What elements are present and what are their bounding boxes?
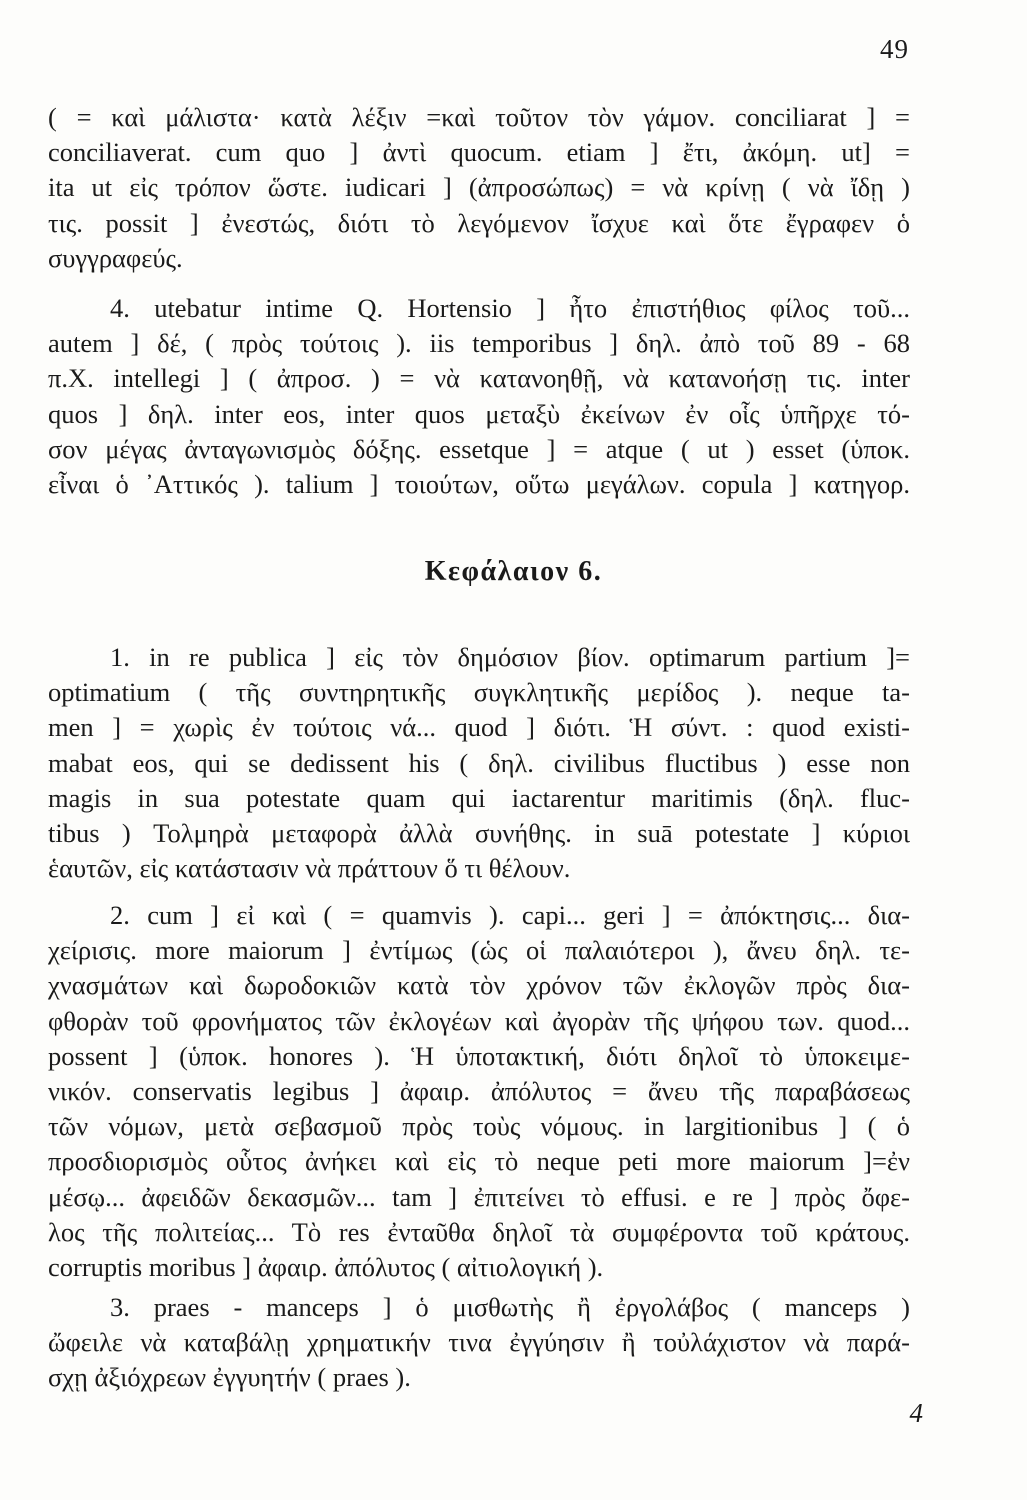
text-line: tibus ) Τολμηρὰ μεταφορὰ ἀλλὰ συνήθης. in suā potestate ] κύριοι bbox=[48, 818, 910, 849]
text-line: π.Χ. intellegi ] ( ἀπροσ. ) = νὰ κατανοηθῇ, νὰ κατανοήσῃ τις. inter bbox=[48, 363, 910, 394]
text-line: quos ] δηλ. inter eos, inter quos μεταξὺ ἐκείνων ἐν οἷς ὑπῆρχε τό- bbox=[48, 398, 910, 429]
text-line: νικόν. conservatis legibus ] ἀφαιρ. ἀπόλυτος = ἄνευ τῆς παραβάσεως bbox=[48, 1076, 910, 1107]
paragraph-1 bbox=[48, 100, 910, 276]
text-line: optimatium ( τῆς συντηρητικῆς συγκλητικῆς μερίδος ). neque ta- bbox=[48, 677, 910, 708]
page-number: 49 bbox=[880, 34, 909, 64]
text-line: χνασμάτων καὶ δωροδοκιῶν κατὰ τὸν χρόνον τῶν ἐκλογῶν πρὸς δια- bbox=[48, 970, 910, 1001]
text-line: 1. in re publica ] εἰς τὸν δημόσιον βίον. optimarum partium ]= bbox=[110, 642, 910, 672]
text-line: possent ] (ὑποκ. honores ). Ἡ ὑποτακτική, διότι δηλοῖ τὸ ὑποκειμε- bbox=[48, 1040, 910, 1071]
text-line: 4. utebatur intime Q. Hortensio ] ἦτο ἐπιστήθιος φίλος τοῦ... bbox=[110, 293, 910, 323]
text-line: conciliaverat. cum quo ] ἀντὶ quocum. etiam ] ἔτι, ἀκόμη. ut] = bbox=[48, 137, 910, 168]
text-line: λος τῆς πολιτείας... Τὸ res ἐνταῦθα δηλοῖ τὰ συμφέροντα τοῦ κράτους. bbox=[48, 1216, 910, 1247]
text-line: προσδιορισμὸς οὗτος ἀνήκει καὶ εἰς τὸ neque peti more maiorum ]=ἐν bbox=[48, 1146, 910, 1177]
text-line: μέσῳ... ἀφειδῶν δεκασμῶν... tam ] ἐπιτείνει τὸ effusi. e re ] πρὸς ὄφε- bbox=[48, 1181, 910, 1212]
chapter-heading: Κεφάλαιον 6. bbox=[424, 556, 603, 587]
text-line: τις. possit ] ἐνεστώς, διότι τὸ λεγόμενον ἴσχυε καὶ ὅτε ἔγραφεν ὁ bbox=[48, 207, 910, 238]
text-line: τῶν νόμων, μετὰ σεβασμοῦ πρὸς τοὺς νόμους. in largitionibus ] ( ὁ bbox=[48, 1111, 910, 1142]
text-line: mabat eos, qui se dedissent his ( δηλ. civilibus fluctibus ) esse non bbox=[48, 747, 910, 778]
text-line: συγγραφεύς. bbox=[48, 242, 183, 273]
text-line: χείρισις. more maiorum ] ἐντίμως (ὡς οἱ παλαιότεροι ), ἄνευ δηλ. τε- bbox=[48, 935, 910, 966]
text-line: ita ut εἰς τρόπον ὥστε. iudicari ] (ἀπροσώπως) = νὰ κρίνῃ ( νὰ ἴδῃ ) bbox=[48, 172, 910, 203]
text-line: corruptis moribus ] ἀφαιρ. ἀπόλυτος ( αἰτιολογική ). bbox=[48, 1252, 604, 1283]
text-line: autem ] δέ, ( πρὸς τούτοις ). iis temporibus ] δηλ. ἀπὸ τοῦ 89 - 68 bbox=[48, 328, 910, 359]
text-line: σον μέγας ἀνταγωνισμὸς δόξης. essetque ] = atque ( ut ) esset (ὑποκ. bbox=[48, 433, 910, 464]
text-line: εἶναι ὁ ᾿Αττικός ). talium ] τοιούτων, οὕτω μεγάλων. copula ] κατηγορ. bbox=[48, 469, 910, 500]
text-line: magis in sua potestate quam qui iactarentur maritimis (δηλ. fluc- bbox=[48, 782, 910, 813]
text-line: σχῃ ἀξιόχρεων ἐγγυητήν ( praes ). bbox=[48, 1362, 411, 1393]
signature-mark: 4 bbox=[909, 1398, 923, 1428]
text-line: ἑαυτῶν, εἰς κατάστασιν νὰ πράττουν ὅ τι θέλουν. bbox=[48, 853, 571, 884]
paragraph-3 bbox=[48, 640, 910, 886]
paragraph-4 bbox=[48, 898, 910, 1285]
text-line: φθορὰν τοῦ φρονήματος τῶν ἐκλογέων καὶ ἀγορὰν τῆς ψήφου των. quod... bbox=[48, 1005, 910, 1036]
text-line: 2. cum ] εἰ καὶ ( = quamvis ). capi... geri ] = ἀπόκτησις... δια- bbox=[110, 900, 910, 930]
paragraph-5 bbox=[48, 1290, 910, 1396]
paragraph-2 bbox=[48, 291, 910, 502]
text-line: ὤφειλε νὰ καταβάλῃ χρηματικήν τινα ἐγγύησιν ἢ τοὐλάχιστον νὰ παρά- bbox=[48, 1327, 910, 1358]
text-line: ( = καὶ μάλιστα· κατὰ λέξιν =καὶ τοῦτον τὸν γάμον. conciliarat ] = bbox=[48, 102, 910, 132]
text-line: 3. praes - manceps ] ὁ μισθωτὴς ἢ ἐργολάβος ( manceps ) bbox=[110, 1292, 910, 1322]
text-line: men ] = χωρὶς ἐν τούτοις νά... quod ] διότι. Ἡ σύντ. : quod existi- bbox=[48, 712, 910, 743]
